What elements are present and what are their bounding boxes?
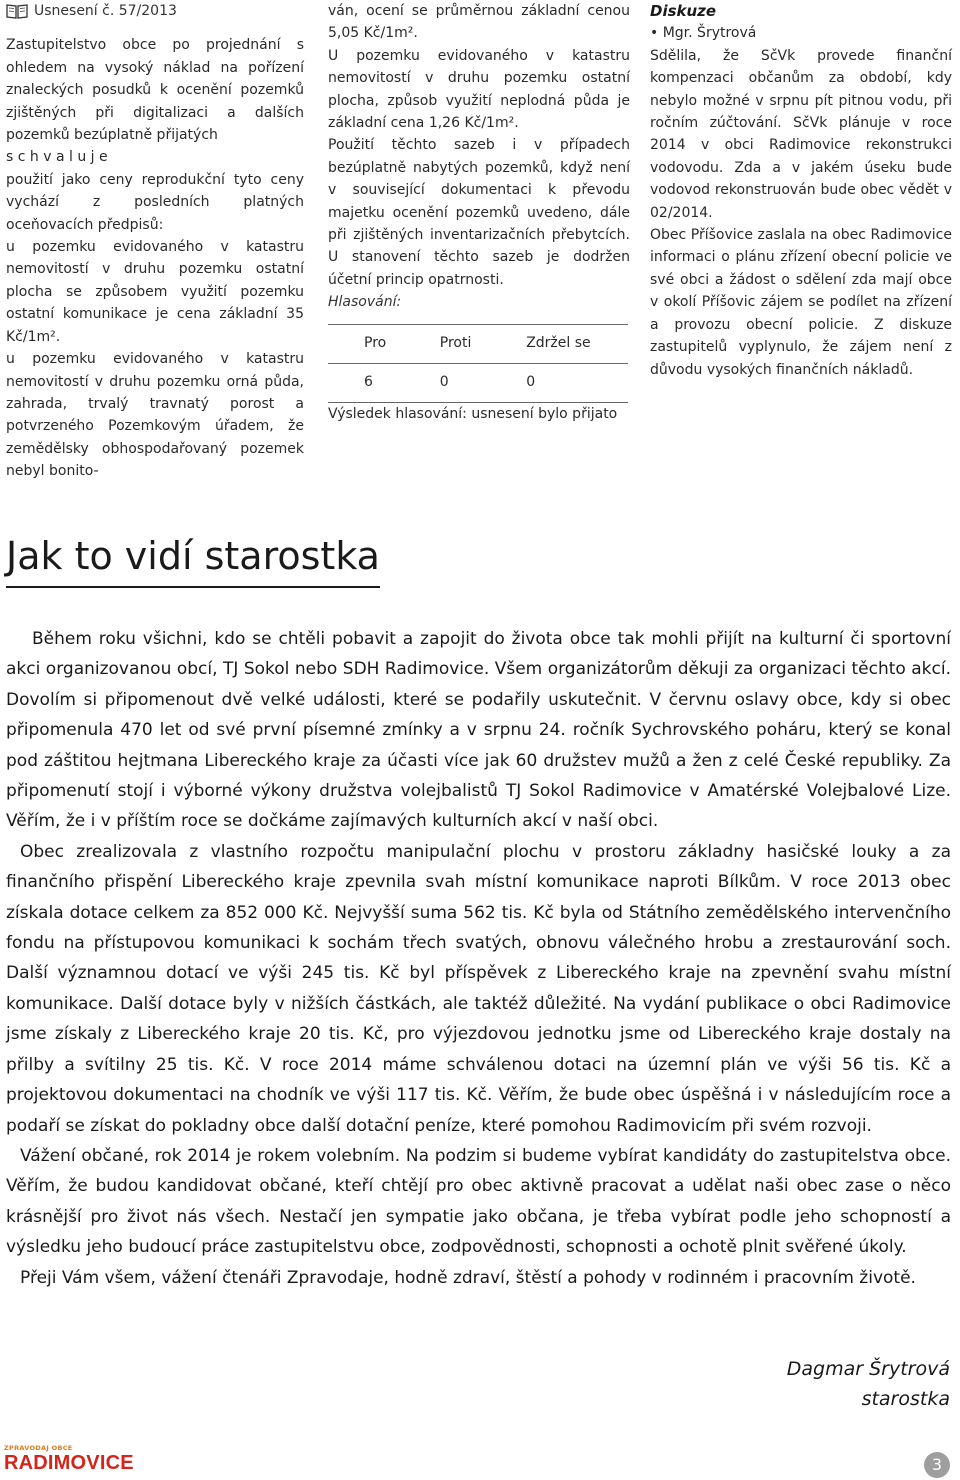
resolution-cont-2: U pozemku evidovaného v katastru nemovitostí v druhu pozemku ostatní plocha, způsob využití neplodná půda je základní cena 1,26 Kč/1m².: [328, 47, 630, 132]
article-paragraph-4: Přeji Vám všem, vážení čtenáři Zpravodaje, hodně zdraví, štěstí a pohody v rodinném i pracovním životě.: [20, 1267, 916, 1288]
signature-role: starostka: [861, 1388, 950, 1410]
vote-value-against: 0: [410, 363, 496, 402]
vote-value-for: 6: [328, 363, 410, 402]
resolution-approves: s c h v a l u j e: [6, 149, 108, 166]
vote-header-abstain: Zdržel se: [496, 324, 628, 363]
mayor-article: [6, 624, 951, 1293]
resolution-item-2: u pozemku evidovaného v katastru nemovitostí v druhu pozemku orná půda, zahrada, trvalý travnatý porost a potvrzeného Pozemkovým úřadem, že zemědělsky obhospodařovaný pozemek nebyl bonito-: [6, 351, 304, 480]
logo-subtitle: ZPRAVODAJ OBCE: [4, 1444, 73, 1452]
resolution-item-1: u pozemku evidovaného v katastru nemovitostí v druhu pozemku ostatní plocha se způsobem využití pozemku ostatní komunikace je cena základní 35 Kč/1m².: [6, 239, 304, 345]
book-icon: [6, 3, 28, 19]
signature-name: Dagmar Šrytrová: [786, 1358, 950, 1380]
column-resolution: [6, 0, 304, 483]
vote-result: Výsledek hlasování: usnesení bylo přijato: [328, 405, 618, 422]
column-discussion: [650, 0, 952, 381]
vote-header-against: Proti: [410, 324, 496, 363]
logo-title: RADIMOVICE: [4, 1452, 134, 1474]
discussion-paragraph-2: Obec Příšovice zaslala na obec Radimovice informaci o plánu zřízení obecní policie ve své obci a žádost o sdělení zda mají obce v okolí Příšovic zájem se podílet na zřízení a provozu obecní policie. Z diskuze zastupitelů vyplynulo, že zájem není z důvodu vysokých finančních nákladů.: [650, 227, 952, 378]
vote-header-for: Pro: [328, 324, 410, 363]
newsletter-logo: [4, 1444, 140, 1478]
section-title: Jak to vidí starostka: [6, 528, 380, 588]
column-resolution-cont: [328, 0, 630, 425]
resolution-heading-row: [6, 0, 304, 22]
resolution-intro: Zastupitelstvo obce po projednání s ohledem na vysoký náklad na pořízení znaleckých posudků k ocenění pozemků zjištěných při digitalizaci a dalších pozemků bezúplatně přijatých: [6, 37, 304, 144]
page-number-badge: 3: [924, 1452, 950, 1478]
resolution-cont-1: ván, ocení se průměrnou základní cenou 5,05 Kč/1m².: [328, 3, 630, 42]
article-paragraph-1: Během roku všichni, kdo se chtěli pobavit a zapojit do života obce tak mohli přijít na kulturní či sportovní akci organizovanou obcí, TJ Sokol nebo SDH Radimovice. Všem organizátorům děkuji za organizaci těchto akcí. Dovolím si připomenout dvě velké události, které se podařily uskutečnit. V červnu oslavy obce, kdy si obec připomenula 470 let od své první písemné zmínky a v srpnu 24. ročník Sychrovského poháru, který se konal pod záštitou hejtmana Libereckého kraje za účasti více jak 60 družstev mužů a žen z celé České republiky. Za připomenutí stojí i výborné výkony družstva volejbalistů TJ Sokol Radimovice v Amatérské Volejbalové Lize. Věřím, že i v příštím roce se dočkáme zajímavých kulturních akcí v naší obci.: [6, 629, 951, 832]
discussion-paragraph-1: Sdělila, že SčVk provede finanční kompenzaci občanům za období, kdy nebylo možné v srpnu pít pitnou vodu, při ročním zúčtování. SčVk plánuje v roce 2014 v obci Radimovice rekonstrukci vodovodu. Zda a v jakém úseku bude vodovod rekonstruován bude obec vědět v 02/2014.: [650, 47, 952, 221]
vote-header-row: [328, 324, 628, 363]
discussion-speaker: • Mgr. Šrytrová: [650, 22, 952, 44]
vote-heading: Hlasování:: [328, 294, 402, 311]
vote-value-abstain: 0: [496, 363, 628, 402]
article-paragraph-2: Obec zrealizovala z vlastního rozpočtu manipulační plochu v prostoru základny hasičské louky a za finančního přispění Libereckého kraje zpevnila svah místní komunikace naproti Bílkům. V roce 2013 obec získala dotace celkem za 852 000 Kč. Nejvyšší suma 562 tis. Kč byla od Státního zemědělského intervenčního fondu na přístupovou komunikaci k sochám třech svatých, obnovu válečného hrobu a zrestaurování soch. Další významnou dotací ve výši 245 tis. Kč byl příspěvek z Libereckého kraje na zpevnění svahu místní komunikace. Další dotace byly v nižších částkách, ale taktéž důležité. Na vydání publikace o obci Radimovice jsme získaly z Libereckého kraje 20 tis. Kč, pro výjezdovou jednotku jsme od Libereckého kraje dostaly na přilby a svítilny 25 tis. Kč. V roce 2014 máme schválenou dotaci na územní plán ve výši 56 tis. Kč a projektovou dokumentaci na chodník ve výši 117 tis. Kč. Věřím, že bude obec úspěšná i v následujícím roce a podaří se získat do pokladny obce další dotační peníze, které pomohou Radimovicím při svém rozvoji.: [6, 841, 951, 1136]
signature: [787, 1354, 950, 1414]
resolution-heading: Usnesení č. 57/2013: [34, 3, 177, 19]
resolution-cont-3: Použití těchto sazeb i v případech bezúplatně nabytých pozemků, když není v související dokumentaci k převodu majetku ocenění pozemků uvedeno, dále při zjištěných inventarizačních přebytcích. U stanovení těchto sazeb je dodržen účetní princip opatrnosti.: [328, 137, 630, 288]
resolution-usage: použití jako ceny reprodukční tyto ceny vychází z posledních platných oceňovacích předpisů:: [6, 171, 304, 233]
vote-table: [328, 324, 628, 403]
article-paragraph-3: Vážení občané, rok 2014 je rokem volebním. Na podzim si budeme vybírat kandidáty do zastupitelstva obce. Věřím, že budou kandidovat občané, kteří chtějí pro obec aktivně pracovat a udělat naši obec zase o něco krásnější pro život nás všech. Nestačí jen sympatie jako občana, je třeba vybírat podle jeho schopností a výsledku jeho budoucí práce zastupitelstvu obce, zodpovědnosti, schopnosti a ochotě plnit svěřené úkoly.: [6, 1145, 951, 1258]
vote-value-row: [328, 363, 628, 402]
discussion-title: Diskuze: [650, 2, 717, 20]
